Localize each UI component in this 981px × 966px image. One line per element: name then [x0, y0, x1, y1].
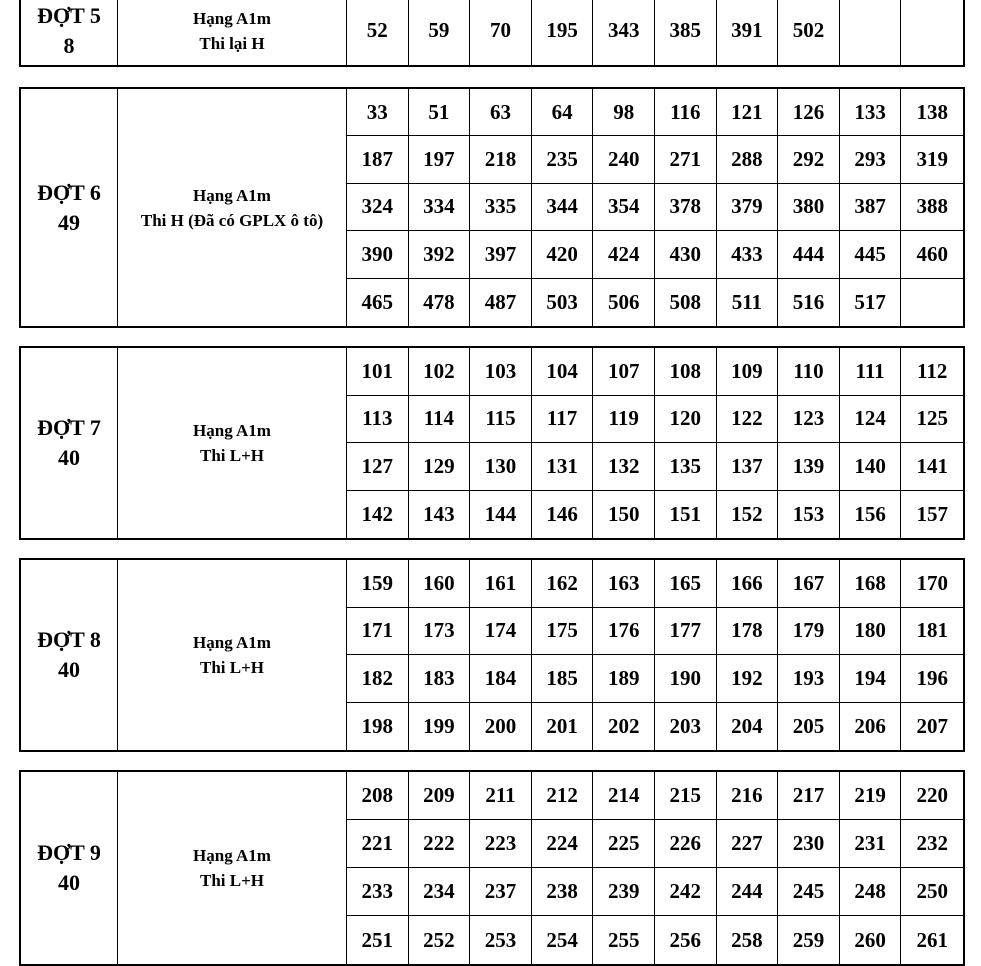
batch-count: 8	[63, 32, 75, 58]
candidate-number-cell: 165	[655, 560, 717, 608]
candidate-number-cell: 208	[347, 772, 409, 820]
candidate-number-cell: 258	[717, 916, 779, 964]
candidate-number-cell: 63	[470, 89, 532, 136]
candidate-number-cell: 237	[470, 868, 532, 916]
candidate-number-grid	[347, 772, 963, 964]
candidate-number-cell: 153	[778, 491, 840, 539]
candidate-number-cell: 516	[778, 279, 840, 326]
candidate-number-cell: 251	[347, 916, 409, 964]
candidate-number-cell: 212	[532, 772, 594, 820]
candidate-number-cell: 232	[901, 820, 963, 868]
candidate-number-cell: 506	[593, 279, 655, 326]
candidate-number-cell: 335	[470, 184, 532, 231]
candidate-number-cell: 194	[840, 655, 902, 703]
candidate-number-cell: 140	[840, 443, 902, 491]
candidate-number-cell: 233	[347, 868, 409, 916]
candidate-number-cell: 127	[347, 443, 409, 491]
candidate-number-cell: 190	[655, 655, 717, 703]
candidate-number-cell: 121	[717, 89, 779, 136]
candidate-number-cell: 319	[901, 136, 963, 183]
candidate-number-cell: 397	[470, 231, 532, 278]
candidate-number-cell: 487	[470, 279, 532, 326]
candidate-number-cell: 111	[840, 348, 902, 396]
candidate-number-cell: 135	[655, 443, 717, 491]
candidate-number-cell: 424	[593, 231, 655, 278]
candidate-number-cell: 288	[717, 136, 779, 183]
candidate-number-cell: 159	[347, 560, 409, 608]
candidate-number-cell: 222	[409, 820, 471, 868]
candidate-number-cell: 117	[532, 396, 594, 444]
batch-table	[19, 558, 965, 752]
candidate-number-cell: 171	[347, 608, 409, 656]
candidate-number-cell: 152	[717, 491, 779, 539]
candidate-number-cell: 107	[593, 348, 655, 396]
candidate-number-cell: 110	[778, 348, 840, 396]
candidate-number-cell: 160	[409, 560, 471, 608]
candidate-number-cell: 101	[347, 348, 409, 396]
license-class: Hạng A1m	[193, 421, 271, 440]
batch-label-cell	[21, 348, 118, 538]
candidate-number-cell: 183	[409, 655, 471, 703]
candidate-number-cell: 387	[840, 184, 902, 231]
candidate-number-cell: 344	[532, 184, 594, 231]
candidate-number-cell: 292	[778, 136, 840, 183]
candidate-number-cell: 385	[655, 0, 717, 65]
candidate-number-cell: 131	[532, 443, 594, 491]
candidate-number-cell	[840, 0, 902, 65]
candidate-number-cell: 120	[655, 396, 717, 444]
candidate-number-cell: 253	[470, 916, 532, 964]
candidate-number-cell: 271	[655, 136, 717, 183]
batch-label-cell	[21, 772, 118, 964]
candidate-number-cell: 221	[347, 820, 409, 868]
batch-count: 40	[58, 870, 80, 895]
candidate-number-cell: 176	[593, 608, 655, 656]
batch-label-cell	[21, 560, 118, 750]
candidate-number-cell: 167	[778, 560, 840, 608]
candidate-number-cell: 126	[778, 89, 840, 136]
candidate-number-cell: 139	[778, 443, 840, 491]
candidate-number-cell: 511	[717, 279, 779, 326]
candidate-number-cell: 445	[840, 231, 902, 278]
candidate-number-cell: 157	[916, 501, 948, 526]
candidate-number-cell: 196	[901, 655, 963, 703]
candidate-number-cell: 185	[532, 655, 594, 703]
candidate-number-cell: 184	[470, 655, 532, 703]
candidate-number-cell: 201	[532, 703, 594, 751]
candidate-number-cell: 230	[778, 820, 840, 868]
candidate-number-cell: 204	[717, 703, 779, 751]
batch-label-cell	[21, 89, 118, 326]
candidate-number-cell: 255	[593, 916, 655, 964]
candidate-number-cell: 324	[347, 184, 409, 231]
candidate-number-cell: 122	[717, 396, 779, 444]
candidate-number-cell: 343	[593, 0, 655, 65]
batch-count: 49	[58, 209, 80, 235]
candidate-number-cell: 175	[532, 608, 594, 656]
candidate-number-cell: 177	[655, 608, 717, 656]
candidate-number-cell: 242	[655, 868, 717, 916]
candidate-number-cell: 189	[593, 655, 655, 703]
candidate-number-cell: 174	[470, 608, 532, 656]
candidate-number-cell: 64	[532, 89, 594, 136]
candidate-number-cell: 144	[470, 491, 532, 539]
batch-label: ĐỢT 6	[37, 179, 101, 205]
candidate-number-cell: 209	[409, 772, 471, 820]
candidate-number-cell: 234	[409, 868, 471, 916]
candidate-number-cell: 220	[901, 772, 963, 820]
candidate-number-cell: 133	[840, 89, 902, 136]
batch-label: ĐỢT 8	[37, 627, 101, 652]
candidate-number-cell: 252	[409, 916, 471, 964]
candidate-number-cell: 129	[409, 443, 471, 491]
candidate-number-cell: 163	[593, 560, 655, 608]
candidate-number-cell: 156	[840, 491, 902, 539]
batch-count: 40	[58, 445, 80, 470]
exam-type: Thi L+H	[199, 658, 264, 677]
candidate-number-cell: 108	[655, 348, 717, 396]
candidate-number-cell: 239	[593, 868, 655, 916]
candidate-number-grid	[347, 89, 963, 326]
candidate-number-cell: 178	[717, 608, 779, 656]
license-class-cell	[118, 348, 347, 538]
candidate-number-cell: 205	[778, 703, 840, 751]
candidate-number-cell: 334	[409, 184, 471, 231]
candidate-number-cell: 116	[655, 89, 717, 136]
candidate-number-cell: 517	[840, 279, 902, 326]
candidate-number-cell: 217	[778, 772, 840, 820]
candidate-number-cell: 162	[532, 560, 594, 608]
candidate-number-cell: 465	[347, 279, 409, 326]
candidate-number-cell: 197	[409, 136, 471, 183]
candidate-number-cell: 388	[901, 184, 963, 231]
candidate-number-cell: 235	[532, 136, 594, 183]
candidate-number-cell: 166	[717, 560, 779, 608]
candidate-number-cell: 224	[532, 820, 594, 868]
exam-type: Thi L+H	[199, 871, 264, 890]
candidate-number-cell: 226	[655, 820, 717, 868]
exam-type: Thi L+H	[199, 446, 264, 465]
candidate-number-cell: 245	[778, 868, 840, 916]
candidate-number-cell: 170	[901, 560, 963, 608]
candidate-number-cell: 187	[347, 136, 409, 183]
candidate-number-cell: 130	[470, 443, 532, 491]
candidate-number-cell: 203	[655, 703, 717, 751]
candidate-number-cell: 142	[347, 491, 409, 539]
candidate-number-cell: 254	[532, 916, 594, 964]
candidate-number-cell: 181	[901, 608, 963, 656]
exam-type: Thi H (Đã có GPLX ô tô)	[140, 210, 324, 230]
candidate-number-cell: 211	[470, 772, 532, 820]
exam-type: Thi lại H	[199, 33, 265, 53]
candidate-number-cell: 207	[916, 713, 948, 738]
candidate-number-cell: 132	[593, 443, 655, 491]
candidate-number-cell: 392	[409, 231, 471, 278]
candidate-number-cell: 179	[778, 608, 840, 656]
batch-label: ĐỢT 5	[37, 2, 101, 28]
candidate-number-cell: 143	[409, 491, 471, 539]
candidate-number-cell	[901, 0, 963, 65]
candidate-number-cell: 293	[840, 136, 902, 183]
candidate-number-cell: 206	[840, 703, 902, 751]
candidate-number-cell: 231	[840, 820, 902, 868]
candidate-number-cell: 219	[840, 772, 902, 820]
candidate-number-cell: 225	[593, 820, 655, 868]
candidate-number-cell: 460	[901, 231, 963, 278]
candidate-number-cell: 202	[593, 703, 655, 751]
candidate-number-cell: 380	[778, 184, 840, 231]
candidate-number-cell: 112	[901, 348, 963, 396]
candidate-number-cell: 250	[901, 868, 963, 916]
candidate-number-cell: 420	[532, 231, 594, 278]
batch-label-cell	[21, 0, 118, 65]
candidate-number-cell: 124	[840, 396, 902, 444]
batch-label: ĐỢT 7	[37, 415, 101, 440]
candidate-number-cell: 503	[532, 279, 594, 326]
candidate-number-cell: 102	[409, 348, 471, 396]
candidate-number-cell: 238	[532, 868, 594, 916]
candidate-number-cell: 146	[532, 491, 594, 539]
candidate-number-cell: 260	[840, 916, 902, 964]
license-class-cell	[118, 560, 347, 750]
candidate-number-cell: 223	[470, 820, 532, 868]
candidate-number-cell: 182	[347, 655, 409, 703]
candidate-number-cell: 216	[717, 772, 779, 820]
candidate-number-cell: 430	[655, 231, 717, 278]
candidate-number-cell: 444	[778, 231, 840, 278]
batch-table	[19, 0, 965, 67]
candidate-number-cell: 51	[409, 89, 471, 136]
license-class: Hạng A1m	[193, 846, 271, 865]
candidate-number-cell: 214	[593, 772, 655, 820]
candidate-number-cell: 138	[901, 89, 963, 136]
candidate-number-cell: 192	[717, 655, 779, 703]
license-class-cell	[118, 772, 347, 964]
candidate-number-cell: 141	[901, 443, 963, 491]
candidate-number-cell: 104	[532, 348, 594, 396]
candidate-number-cell: 256	[655, 916, 717, 964]
license-class: Hạng A1m	[193, 8, 271, 28]
candidate-number-grid	[347, 348, 963, 538]
candidate-number-cell: 125	[901, 396, 963, 444]
candidate-number-cell: 200	[470, 703, 532, 751]
candidate-number-cell: 115	[470, 396, 532, 444]
candidate-number-cell: 218	[470, 136, 532, 183]
candidate-number-cell: 109	[717, 348, 779, 396]
candidate-number-cell: 151	[655, 491, 717, 539]
candidate-number-cell: 240	[593, 136, 655, 183]
batch-table	[19, 770, 965, 966]
license-class-cell	[118, 0, 347, 65]
candidate-number-cell: 433	[717, 231, 779, 278]
candidate-number-cell: 244	[717, 868, 779, 916]
candidate-number-cell: 33	[347, 89, 409, 136]
candidate-number-cell: 379	[717, 184, 779, 231]
candidate-number-cell: 195	[532, 0, 594, 65]
candidate-number-cell: 390	[347, 231, 409, 278]
candidate-number-cell: 59	[409, 0, 471, 65]
candidate-number-cell: 168	[840, 560, 902, 608]
candidate-number-cell: 199	[409, 703, 471, 751]
candidate-number-cell: 103	[470, 348, 532, 396]
candidate-number-cell: 114	[409, 396, 471, 444]
candidate-number-grid	[347, 560, 963, 750]
candidate-number-cell: 259	[778, 916, 840, 964]
candidate-number-cell: 123	[778, 396, 840, 444]
candidate-number-cell: 52	[347, 0, 409, 65]
license-class: Hạng A1m	[193, 185, 271, 205]
candidate-number-cell: 180	[840, 608, 902, 656]
candidate-number-cell: 70	[470, 0, 532, 65]
candidate-number-cell: 248	[840, 868, 902, 916]
candidate-number-cell: 215	[655, 772, 717, 820]
candidate-number-cell: 137	[717, 443, 779, 491]
candidate-number-cell: 478	[409, 279, 471, 326]
candidate-number-cell: 227	[717, 820, 779, 868]
batch-label: ĐỢT 9	[37, 840, 101, 865]
license-class: Hạng A1m	[193, 633, 271, 652]
candidate-number-cell: 391	[717, 0, 779, 65]
candidate-number-cell	[901, 279, 963, 326]
candidate-number-cell: 198	[347, 703, 409, 751]
candidate-number-cell: 261	[916, 927, 948, 952]
candidate-number-cell: 354	[593, 184, 655, 231]
candidate-number-cell: 113	[347, 396, 409, 444]
batch-table	[19, 87, 965, 328]
candidate-number-cell: 502	[778, 0, 840, 65]
candidate-number-cell: 173	[409, 608, 471, 656]
candidate-number-cell: 508	[655, 279, 717, 326]
candidate-number-grid	[347, 0, 963, 65]
candidate-number-cell: 150	[593, 491, 655, 539]
candidate-number-cell: 161	[470, 560, 532, 608]
candidate-number-cell: 378	[655, 184, 717, 231]
candidate-number-cell: 119	[593, 396, 655, 444]
candidate-number-cell: 193	[778, 655, 840, 703]
license-class-cell	[118, 89, 347, 326]
candidate-number-cell: 98	[593, 89, 655, 136]
batch-table	[19, 346, 965, 540]
batch-count: 40	[58, 657, 80, 682]
